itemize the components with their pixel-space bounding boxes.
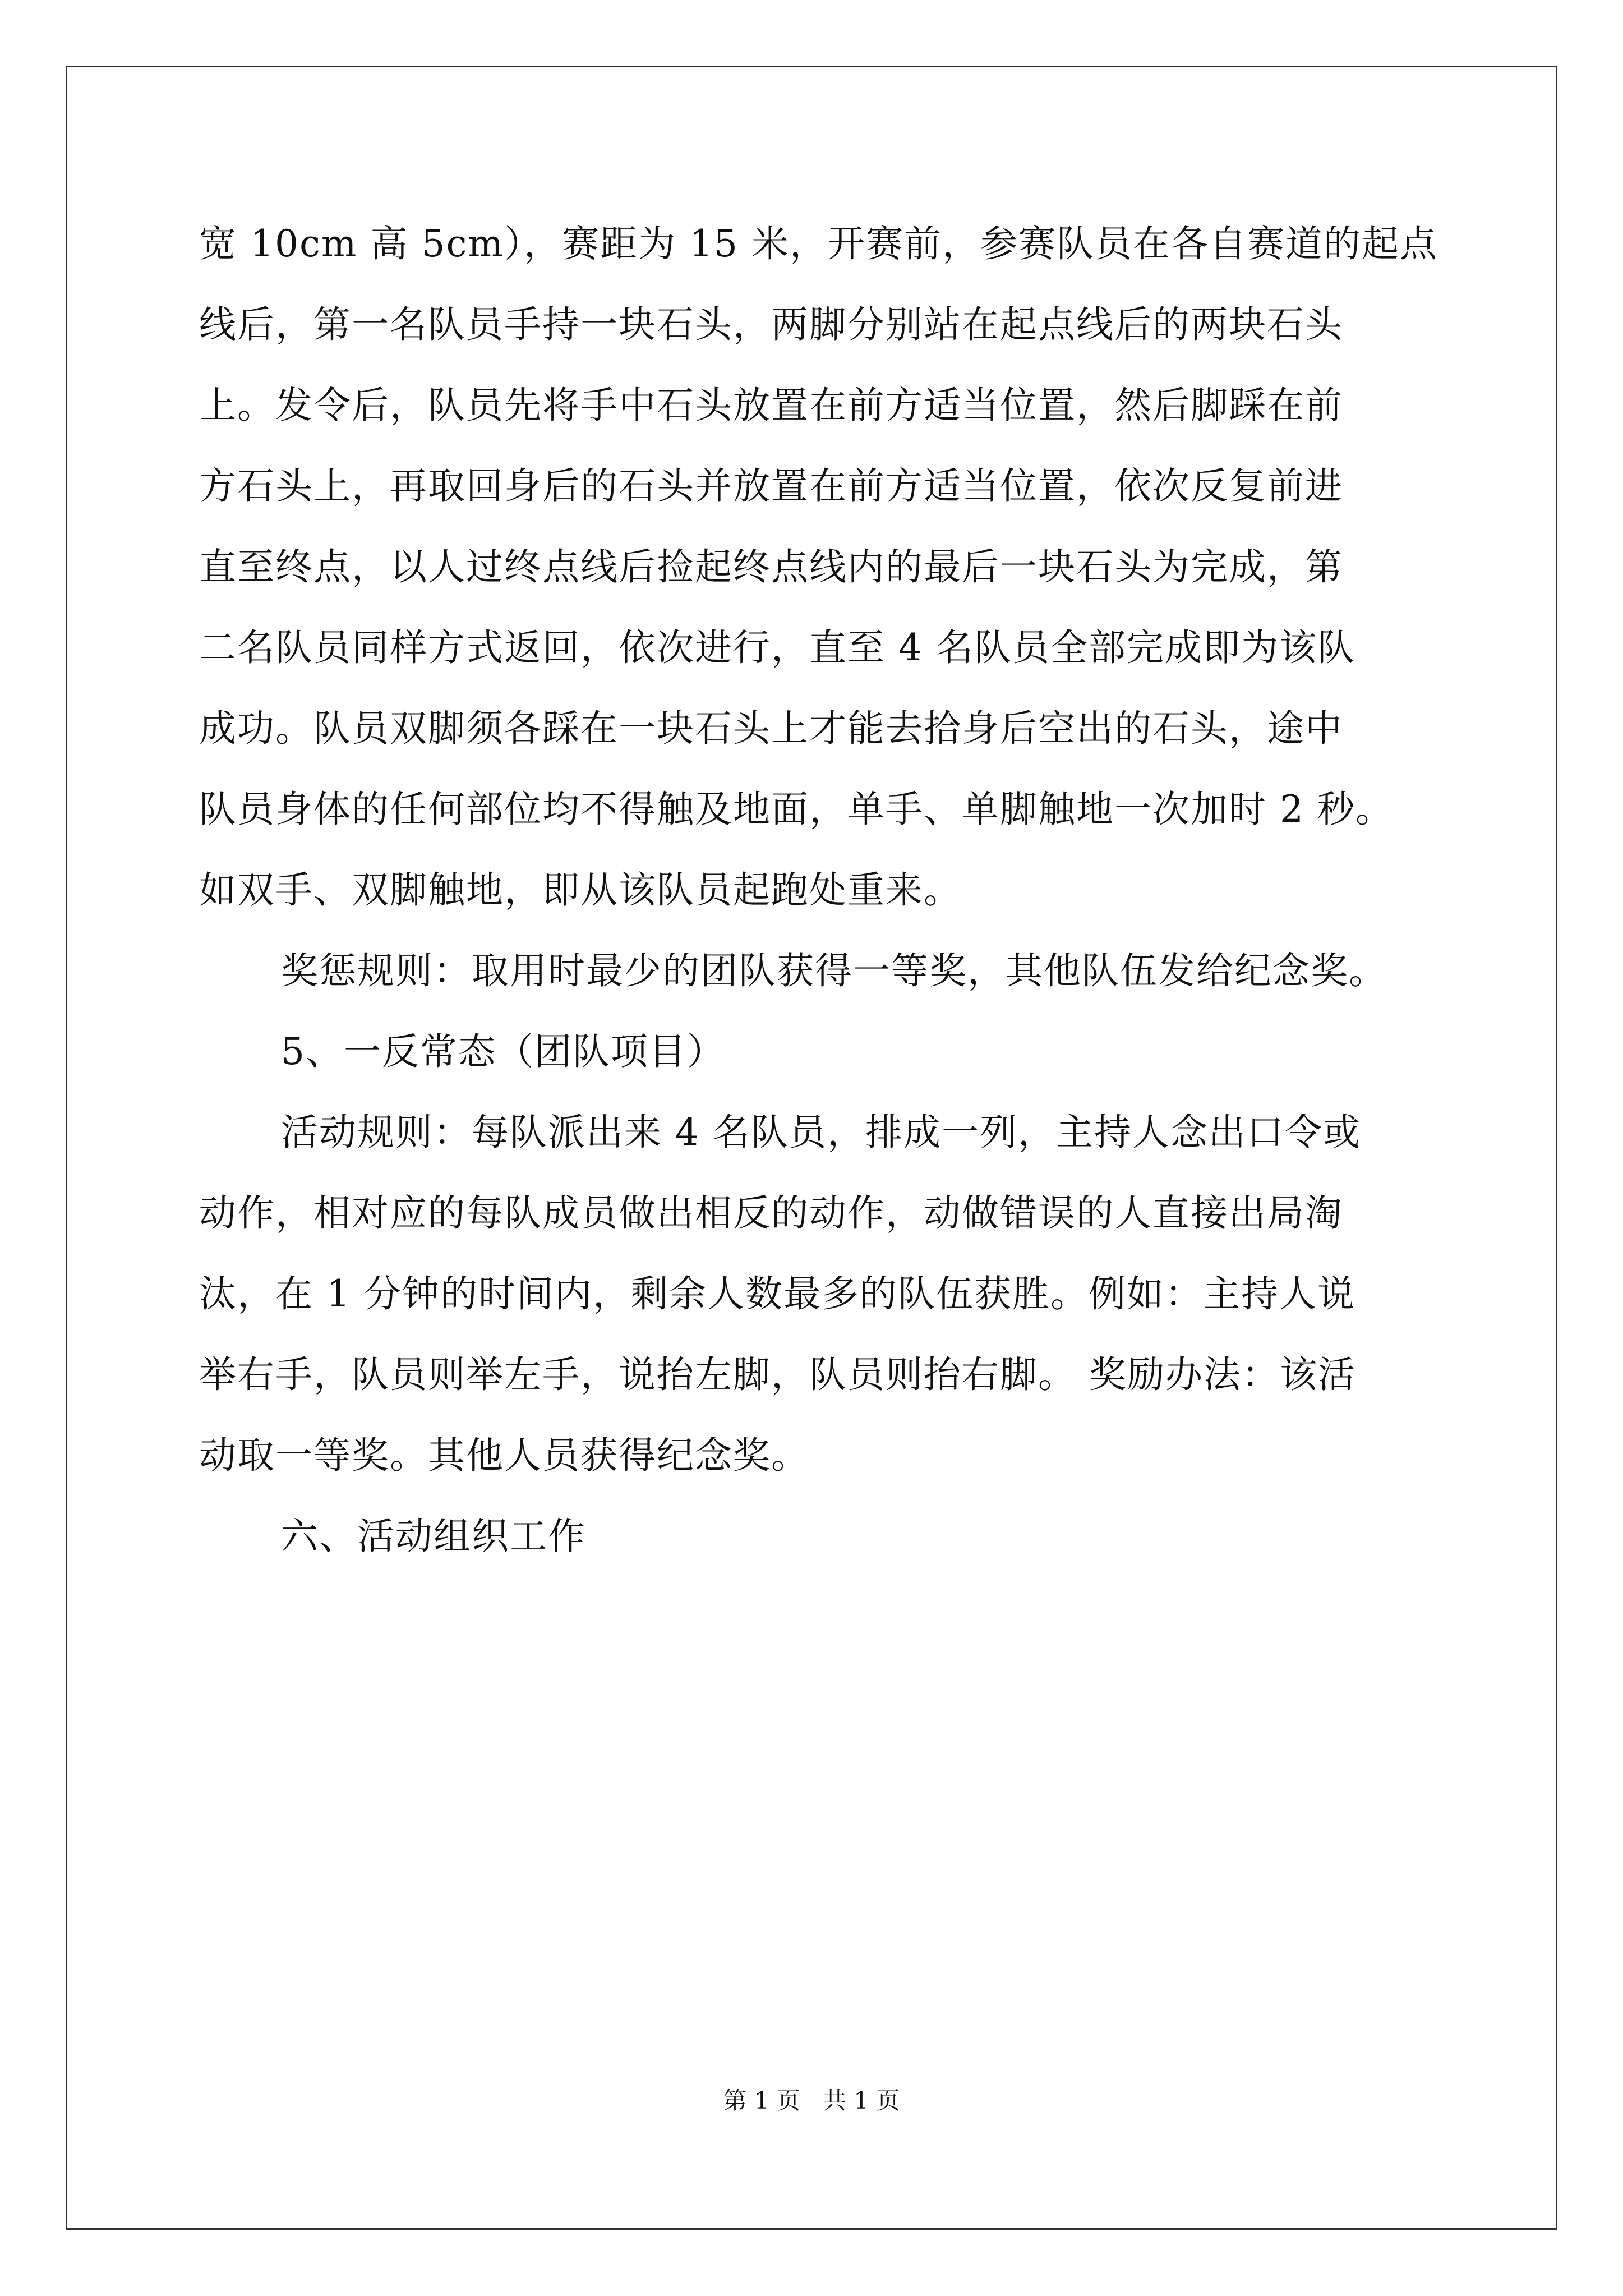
section-heading: 5、一反常态（团队项目）	[281, 1030, 725, 1073]
paragraph-line: 宽 10cm 高 5cm），赛距为 15 米，开赛前，参赛队员在各自赛道的起点	[199, 222, 1438, 265]
paragraph-line: 奖惩规则：取用时最少的团队获得一等奖，其他队伍发给纪念奖。	[281, 949, 1387, 992]
paragraph-line: 队员身体的任何部位均不得触及地面，单手、单脚触地一次加时 2 秒。	[199, 788, 1394, 831]
page-number: 第 1 页 共 1 页	[723, 2087, 900, 2114]
paragraph-line: 二名队员同样方式返回，依次进行，直至 4 名队员全部完成即为该队	[199, 626, 1355, 669]
paragraph-line: 活动规则：每队派出来 4 名队员，排成一列，主持人念出口令或	[281, 1111, 1361, 1154]
paragraph-line: 举右手，队员则举左手，说抬左脚，队员则抬右脚。 奖励办法：该活	[199, 1353, 1356, 1396]
section-heading: 六、活动组织工作	[281, 1515, 586, 1558]
paragraph-line: 如双手、双脚触地，即从该队员起跑处重来。	[199, 868, 962, 912]
paragraph-line: 动作，相对应的每队成员做出相反的动作，动做错误的人直接出局淘	[199, 1191, 1343, 1235]
paragraph-line: 线后，第一名队员手持一块石头，两脚分别站在起点线后的两块石头	[199, 303, 1343, 346]
paragraph-line: 动取一等奖。其他人员获得纪念奖。	[199, 1434, 809, 1477]
paragraph-line: 汰，在 1 分钟的时间内，剩余人数最多的队伍获胜。例如：主持人说	[199, 1272, 1355, 1315]
paragraph-line: 成功。队员双脚须各踩在一块石头上才能去拾身后空出的石头，途中	[199, 707, 1343, 750]
paragraph-line: 直至终点，以人过终点线后捡起终点线内的最后一块石头为完成，第	[199, 545, 1343, 588]
paragraph-line: 上。发令后，队员先将手中石头放置在前方适当位置，然后脚踩在前	[199, 384, 1343, 427]
paragraph-line: 方石头上，再取回身后的石头并放置在前方适当位置，依次反复前进	[199, 464, 1343, 508]
